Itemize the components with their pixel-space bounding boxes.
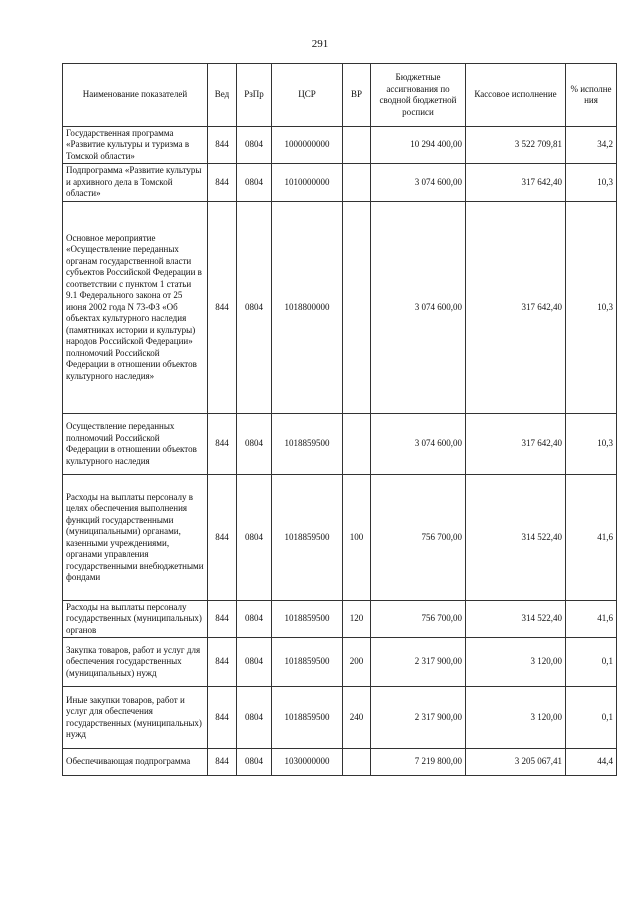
row-csr: 1000000000 [272, 127, 343, 164]
row-percent: 10,3 [566, 202, 617, 414]
row-csr: 1018800000 [272, 202, 343, 414]
row-cash: 3 522 709,81 [466, 127, 566, 164]
row-percent: 44,4 [566, 749, 617, 776]
row-csr: 1018859500 [272, 414, 343, 475]
header-name: Наименование показателей [63, 64, 208, 127]
row-rzpr: 0804 [237, 164, 272, 202]
header-rzpr: РзПр [237, 64, 272, 127]
row-ved: 844 [208, 638, 237, 687]
row-ved: 844 [208, 414, 237, 475]
row-vr: 120 [343, 601, 371, 638]
row-rzpr: 0804 [237, 749, 272, 776]
header-cash: Кассовое исполнение [466, 64, 566, 127]
row-name: Подпрограмма «Развитие культуры и архивного дела в Томской области» [63, 164, 208, 202]
row-ved: 844 [208, 601, 237, 638]
table-row [63, 202, 617, 414]
row-vr [343, 749, 371, 776]
row-budget: 3 074 600,00 [371, 414, 466, 475]
row-cash: 317 642,40 [466, 202, 566, 414]
row-name: Закупка товаров, работ и услуг для обеспечения государственных (муниципальных) нужд [63, 638, 208, 687]
row-ved: 844 [208, 687, 237, 749]
row-cash: 3 205 067,41 [466, 749, 566, 776]
row-ved: 844 [208, 475, 237, 601]
row-csr: 1018859500 [272, 687, 343, 749]
header-ved: Вед [208, 64, 237, 127]
row-cash: 314 522,40 [466, 475, 566, 601]
row-rzpr: 0804 [237, 202, 272, 414]
row-vr [343, 202, 371, 414]
row-vr: 240 [343, 687, 371, 749]
row-vr [343, 164, 371, 202]
row-vr [343, 414, 371, 475]
row-budget: 756 700,00 [371, 475, 466, 601]
row-ved: 844 [208, 127, 237, 164]
row-rzpr: 0804 [237, 475, 272, 601]
header-percent: % исполне ния [566, 64, 617, 127]
row-cash: 317 642,40 [466, 414, 566, 475]
row-budget: 3 074 600,00 [371, 202, 466, 414]
row-csr: 1010000000 [272, 164, 343, 202]
row-budget: 7 219 800,00 [371, 749, 466, 776]
header-vr: ВР [343, 64, 371, 127]
row-budget: 3 074 600,00 [371, 164, 466, 202]
row-vr: 200 [343, 638, 371, 687]
row-vr: 100 [343, 475, 371, 601]
row-rzpr: 0804 [237, 638, 272, 687]
table-row [63, 601, 617, 638]
table-row [63, 638, 617, 687]
row-ved: 844 [208, 202, 237, 414]
row-percent: 0,1 [566, 638, 617, 687]
row-name: Обеспечивающая подпрограмма [63, 749, 208, 776]
row-name: Осуществление переданных полномочий Российской Федерации в отношении объектов культурного наследия [63, 414, 208, 475]
table-row [63, 414, 617, 475]
header-csr: ЦСР [272, 64, 343, 127]
row-name: Расходы на выплаты персоналу в целях обеспечения выполнения функций государственными (муниципальными) органами, казенными учреждениями, органами управления государственными внебюджетными фондами [63, 475, 208, 601]
row-csr: 1018859500 [272, 638, 343, 687]
row-name: Государственная программа «Развитие культуры и туризма в Томской области» [63, 127, 208, 164]
row-percent: 34,2 [566, 127, 617, 164]
row-budget: 10 294 400,00 [371, 127, 466, 164]
row-vr [343, 127, 371, 164]
row-rzpr: 0804 [237, 687, 272, 749]
row-ved: 844 [208, 749, 237, 776]
table-row [63, 749, 617, 776]
row-percent: 41,6 [566, 475, 617, 601]
header-row [63, 64, 617, 127]
row-budget: 2 317 900,00 [371, 638, 466, 687]
row-csr: 1030000000 [272, 749, 343, 776]
row-percent: 0,1 [566, 687, 617, 749]
row-rzpr: 0804 [237, 414, 272, 475]
header-budget: Бюджетные ассигнования по сводной бюджетной росписи [371, 64, 466, 127]
row-csr: 1018859500 [272, 475, 343, 601]
page-number: 291 [311, 38, 329, 50]
row-percent: 10,3 [566, 164, 617, 202]
row-name: Иные закупки товаров, работ и услуг для обеспечения государственных (муниципальных) нужд [63, 687, 208, 749]
table-row [63, 687, 617, 749]
row-cash: 314 522,40 [466, 601, 566, 638]
row-percent: 41,6 [566, 601, 617, 638]
table-row [63, 475, 617, 601]
row-name: Расходы на выплаты персоналу государственных (муниципальных) органов [63, 601, 208, 638]
row-csr: 1018859500 [272, 601, 343, 638]
row-budget: 2 317 900,00 [371, 687, 466, 749]
row-ved: 844 [208, 164, 237, 202]
row-name: Основное мероприятие «Осуществление переданных органам государственной власти субъектов Российской Федерации в соответствии с пунктом 1 статьи 9.1 Федерального закона от 25 июня 2002 года N 73-ФЗ «Об объектах культурного наследия (памятниках истории и культуры) народов Российской Федерации» полномочий Российской Федерации в отношении объектов культурного наследия» [63, 202, 208, 414]
budget-table [62, 63, 617, 776]
row-percent: 10,3 [566, 414, 617, 475]
row-budget: 756 700,00 [371, 601, 466, 638]
table-row [63, 164, 617, 202]
row-cash: 3 120,00 [466, 687, 566, 749]
table-row [63, 127, 617, 164]
row-cash: 317 642,40 [466, 164, 566, 202]
row-rzpr: 0804 [237, 127, 272, 164]
row-cash: 3 120,00 [466, 638, 566, 687]
row-rzpr: 0804 [237, 601, 272, 638]
